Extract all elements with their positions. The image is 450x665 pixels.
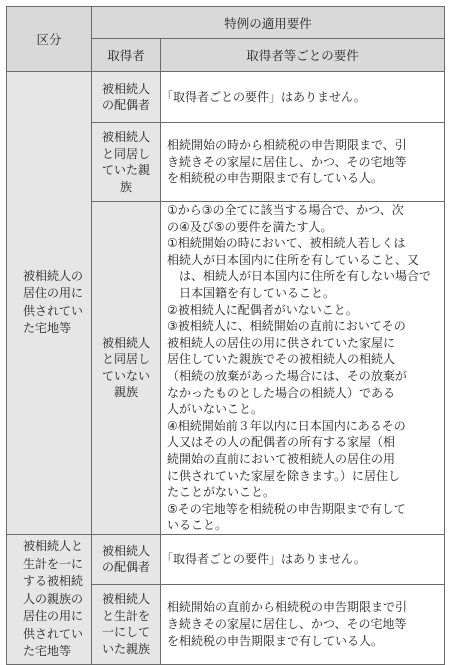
category-line: 被相続人の [23, 268, 84, 283]
requirement-line: ①から③の全てに該当する場合で、かつ、次 [167, 203, 404, 217]
acquirer-line: 親族 [113, 385, 138, 400]
acquirer-line: の配偶者 [101, 98, 150, 112]
acquirer-line: ていた親 [101, 163, 150, 177]
acquirer-line: 族 [119, 179, 132, 194]
category-line: 居住の用に [23, 286, 84, 301]
category-cell [7, 72, 92, 535]
acquirer-line: と同居し [101, 146, 150, 161]
requirement-line: 居住していた親族でその被相続人の相続人 [167, 352, 396, 367]
special-requirements-header: 特例の適用要件 [92, 7, 445, 39]
requirement-line: 被相続人の居住の用に供されていた家屋に [167, 335, 396, 350]
requirement-cell [161, 584, 445, 664]
category-line: 被相続人と [23, 539, 84, 554]
requirement-line: 人又はその人の配偶者の所有する家屋（相 [167, 435, 396, 450]
acquirer-line: 被相続人 [101, 592, 150, 607]
requirement-line: を相続税の申告期限まで有している人。 [167, 171, 384, 186]
requirement-item-intro [167, 202, 436, 235]
requirement-cell [161, 202, 445, 535]
requirement-line: き続きその家屋に居住し、かつ、その宅地等 [167, 154, 407, 169]
header-row-1 [7, 7, 445, 39]
category-line: た宅地等 [23, 321, 72, 336]
acquirer-line: 被相続人 [101, 543, 150, 558]
acquirer-header: 取得者 [92, 39, 161, 72]
requirement-line: 「取得者ごとの要件」はありません。 [161, 552, 366, 567]
requirement-line: 「取得者ごとの要件」はありません。 [161, 89, 366, 104]
requirement-line: き続きその家屋に居住し、かつ、その宅地等 [167, 617, 407, 632]
category-line: 供されてい [23, 303, 84, 318]
table-row [7, 72, 445, 123]
requirement-line: 相続人が日本国内に住所を有していること、又は、相続人が日本国内に住所を有しない場合で日本国籍を有していること。 [167, 252, 432, 300]
acquirer-line: 被相続人 [101, 335, 150, 350]
acquirer-cell [92, 123, 161, 202]
acquirer-line: 被相続人 [101, 81, 150, 96]
acquirer-cell [92, 202, 161, 535]
category-line: 生計を一に [23, 556, 84, 571]
requirement-line: 続開始の直前において被相続人の居住の用 [167, 451, 396, 466]
requirement-line: の④及び⑤の要件を満たす人。 [167, 219, 333, 234]
requirement-item-2 [167, 302, 436, 319]
acquirer-line: ていない [101, 368, 150, 383]
requirement-line: を相続税の申告期限まで有している人。 [167, 633, 384, 648]
acquirer-line: の配偶者 [101, 560, 150, 575]
requirement-line: ①相続開始の時において、被相続人若しくは [167, 236, 406, 251]
requirement-line: いること。 [167, 518, 228, 533]
requirement-item-5 [167, 501, 436, 534]
category-line: 供されてい [23, 626, 84, 641]
acquirer-cell [92, 72, 161, 123]
requirement-cell [161, 72, 445, 123]
requirement-line: たことがないこと。 [167, 485, 276, 500]
requirement-line: 相続開始の直前から相続税の申告期限まで引 [167, 600, 408, 615]
acquirer-line: いた親族 [101, 641, 150, 656]
acquirer-cell [92, 584, 161, 664]
category-header: 区分 [7, 7, 92, 72]
requirement-line: ④相続開始前３年以内に日本国内にあるその [167, 418, 406, 433]
requirement-cell [161, 123, 445, 202]
requirement-line: 相続開始の時から相続税の申告期限まで、引 [167, 138, 407, 153]
acquirer-line: と生計を [101, 608, 150, 623]
acquirer-requirements-header: 取得者等ごとの要件 [161, 39, 445, 72]
category-line: 居住の用に [23, 609, 84, 624]
requirement-item-3 [167, 318, 436, 418]
acquirer-line: 一にして [101, 625, 150, 640]
requirement-line: ③被相続人に、相続開始の直前においてその [167, 319, 406, 334]
requirement-item-1 [167, 235, 436, 301]
requirement-line: 人がいないこと。 [167, 402, 264, 417]
requirement-cell [161, 534, 445, 584]
category-line: 人の親族の [23, 591, 84, 606]
category-line: する被相続 [23, 574, 84, 589]
category-line: た宅地等 [23, 644, 72, 659]
acquirer-line: 被相続人 [101, 130, 150, 144]
requirement-line: ②被相続人に配偶者がいないこと。 [167, 302, 358, 317]
special-provision-requirements-table [6, 6, 445, 665]
requirement-line: （相続の放棄があった場合には、その放棄が [167, 368, 407, 383]
requirement-line: なかったものとした場合の相続人）である [167, 385, 396, 400]
acquirer-line: と同居し [101, 352, 150, 367]
acquirer-cell [92, 534, 161, 584]
requirement-line: に供されていた家屋を除きます。）に居住し [167, 468, 401, 483]
requirement-item-4 [167, 418, 436, 501]
table-row [7, 534, 445, 584]
category-cell [7, 534, 92, 664]
requirement-line: ⑤その宅地等を相続税の申告期限まで有して [167, 501, 406, 516]
